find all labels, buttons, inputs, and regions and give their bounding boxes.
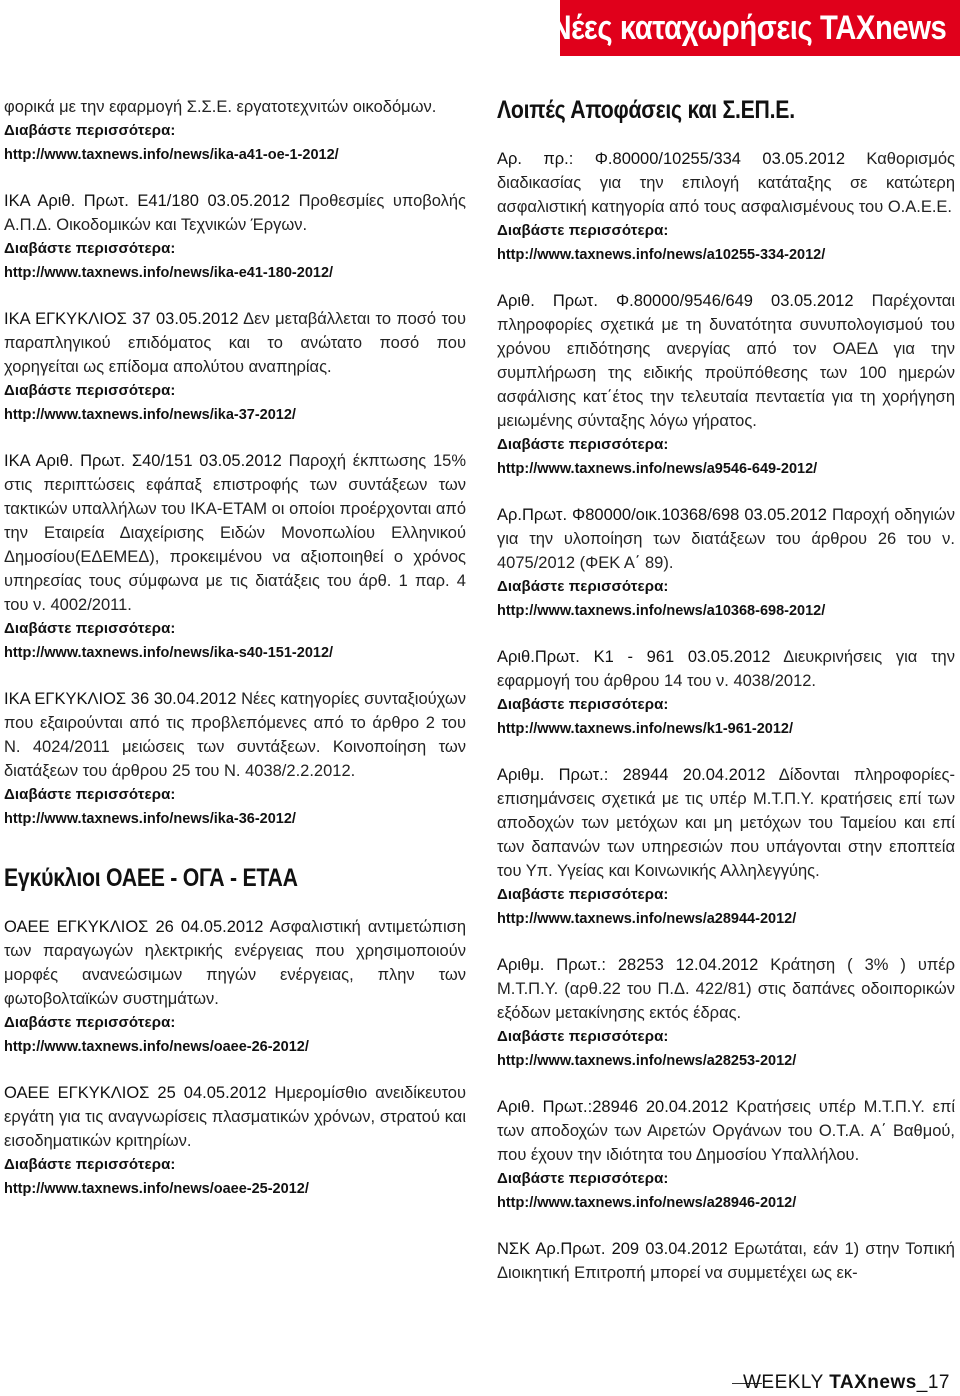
entry-text <box>497 147 955 219</box>
article-link[interactable]: http://www.taxnews.info/news/ika-s40-151-2012/ <box>4 645 334 661</box>
entry-text <box>497 503 955 575</box>
entry-heading: ΟΑΕΕ ΕΓΚΥΚΛΙΟΣ 26 04.05.2012 <box>4 918 264 936</box>
entry-heading: Αριθμ. Πρωτ.: 28944 20.04.2012 <box>497 766 766 784</box>
news-entry <box>4 307 466 427</box>
article-link[interactable]: http://www.taxnews.info/news/a28253-2012/ <box>497 1053 797 1069</box>
entry-body: Ερωτάται, εάν 1) στην Τοπική Διοικητική Επιτροπή μπορεί να συμμετέχει ως εκ- <box>497 1240 955 1282</box>
entry-heading: Αρ.Πρωτ. Φ80000/οικ.10368/698 03.05.2012 <box>497 506 827 524</box>
entry-text <box>4 189 466 237</box>
entry-heading: ΙΚΑ Αριθ. Πρωτ. Ε41/180 03.05.2012 <box>4 192 291 210</box>
footer-weekly: WEEKLY <box>742 1372 830 1393</box>
read-more-label: Διαβάστε περισσότερα: <box>4 620 176 637</box>
read-more-label: Διαβάστε περισσότερα: <box>4 122 176 139</box>
read-more-label: Διαβάστε περισσότερα: <box>497 222 669 239</box>
entry-body: Νέες κατηγορίες συνταξιούχων που εξαιρούνται από τις προβλεπόμενες από το άρθρο 2 του Ν. 4024/2011 μειώσεις των συντάξεων. Κοινοποίηση των διατάξεων του άρθρου 25 του Ν. 4038/2.2.2012. <box>4 690 466 780</box>
news-entry <box>4 1081 466 1201</box>
article-link[interactable]: http://www.taxnews.info/news/a10255-334-2012/ <box>497 247 826 263</box>
section-title <box>4 863 466 893</box>
page-footer <box>732 1372 956 1394</box>
entry-body: Παροχή οδηγιών για την υλοποίηση των διατάξεων του άρθρου 26 του ν. 4075/2012 (ΦΕΚ Α΄ 89). <box>497 506 955 572</box>
page-banner <box>550 0 960 56</box>
entry-body: Κράτηση ( 3% ) υπέρ Μ.Τ.Π.Υ. (αρθ.22 του Π.Δ. 422/81) στις δαπάνες οδοιπορικών εξόδων μετακίνησης εκτός έδρας. <box>497 956 955 1022</box>
entry-text <box>4 449 466 617</box>
news-entry <box>497 289 955 481</box>
footer-page-number: _17 <box>916 1372 950 1393</box>
entry-body: Καθορισμός διαδικασίας για την επιλογή κατάταξης σε κατώτερη ασφαλιστική κατηγορία από τους ασφαλισμένους του Ο.Α.Ε.Ε. <box>497 150 955 216</box>
news-entry <box>497 1095 955 1215</box>
news-entry <box>497 503 955 623</box>
article-link[interactable]: http://www.taxnews.info/news/ika-36-2012/ <box>4 811 296 827</box>
entry-text <box>497 645 955 693</box>
article-link[interactable]: http://www.taxnews.info/news/ika-e41-180-2012/ <box>4 265 334 281</box>
read-more-label: Διαβάστε περισσότερα: <box>497 436 669 453</box>
news-entry <box>497 645 955 741</box>
entry-text <box>497 953 955 1025</box>
read-more-label: Διαβάστε περισσότερα: <box>4 1014 176 1031</box>
article-link[interactable]: http://www.taxnews.info/news/oaee-26-2012/ <box>4 1039 309 1055</box>
read-more-label: Διαβάστε περισσότερα: <box>497 578 669 595</box>
read-more-label: Διαβάστε περισσότερα: <box>4 240 176 257</box>
section-title <box>497 95 955 125</box>
entry-text <box>497 1237 955 1285</box>
entry-text <box>497 1095 955 1167</box>
banner-title: Νέες καταχωρήσεις TAXnews <box>550 8 946 47</box>
entry-heading: Αριθ. Πρωτ.:28946 20.04.2012 <box>497 1098 729 1116</box>
news-entry <box>497 147 955 267</box>
entry-text <box>4 95 466 119</box>
article-link[interactable]: http://www.taxnews.info/news/a9546-649-2012/ <box>497 461 818 477</box>
entry-text <box>4 915 466 1011</box>
article-link[interactable]: http://www.taxnews.info/news/a28944-2012/ <box>497 911 797 927</box>
news-entry <box>4 95 466 167</box>
news-entry <box>4 687 466 831</box>
entry-text <box>497 289 955 433</box>
read-more-label: Διαβάστε περισσότερα: <box>497 696 669 713</box>
article-link[interactable]: http://www.taxnews.info/news/ika-a41-oe-1-2012/ <box>4 147 339 163</box>
entry-body: Δεν μεταβάλλεται το ποσό του παραπληγικού επιδόματος και το ανώτατο ποσό που χορηγείται ως επίδομα απολύτου αναπηρίας. <box>4 310 466 376</box>
left-column <box>4 95 466 1223</box>
read-more-label: Διαβάστε περισσότερα: <box>497 886 669 903</box>
section-title-text: Λοιπές Αποφάσεις και Σ.ΕΠ.Ε. <box>497 96 795 124</box>
entry-heading: ΝΣΚ Αρ.Πρωτ. 209 03.04.2012 <box>497 1240 728 1258</box>
entry-body: Κρατήσεις υπέρ Μ.Τ.Π.Υ. επί των αποδοχών των Αιρετών Οργάνων του Ο.Τ.Α. Α΄ Βαθμού, που έχουν την ιδιότητα του Δημοσίου Υπαλλήλου. <box>497 1098 955 1164</box>
entry-text <box>4 1081 466 1153</box>
footer-brand: TAXnews <box>829 1372 917 1393</box>
news-entry <box>497 953 955 1073</box>
right-column <box>497 95 955 1307</box>
entry-body: Παροχή έκπτωσης 15% στις περιπτώσεις εφάπαξ επιστροφής των συντάξεων των τακτικών υπαλλήλων του ΙΚΑ-ΕΤΑΜ οι οποίοι προέρχονται από την Εταιρεία Διαχείρισης Ειδών Μονοπωλίου Ελληνικού Δημοσίου(ΕΔΕΜΕΔ), προκειμένου να αξιοποιηθεί ο χρόνος υπηρεσίας τους σύμφωνα με τις διατάξεις του άρθ. 1 παρ. 4 του ν. 4002/2011. <box>4 452 466 614</box>
entry-heading: Αριθ.Πρωτ. Κ1 - 961 03.05.2012 <box>497 648 771 666</box>
entry-heading: ΙΚΑ ΕΓΚΥΚΛΙΟΣ 36 30.04.2012 <box>4 690 237 708</box>
read-more-label: Διαβάστε περισσότερα: <box>4 786 176 803</box>
section-title-text: Εγκύκλιοι ΟΑΕΕ - ΟΓΑ - ΕΤΑΑ <box>4 864 298 892</box>
entry-heading: ΙΚΑ ΕΓΚΥΚΛΙΟΣ 37 03.05.2012 <box>4 310 239 328</box>
entry-text <box>497 763 955 883</box>
footer-text <box>743 1372 950 1394</box>
entry-heading: Αριθμ. Πρωτ.: 28253 12.04.2012 <box>497 956 759 974</box>
article-link[interactable]: http://www.taxnews.info/news/oaee-25-2012/ <box>4 1181 309 1197</box>
article-link[interactable]: http://www.taxnews.info/news/k1-961-2012/ <box>497 721 793 737</box>
read-more-label: Διαβάστε περισσότερα: <box>497 1028 669 1045</box>
news-entry <box>497 1237 955 1285</box>
article-link[interactable]: http://www.taxnews.info/news/ika-37-2012/ <box>4 407 296 423</box>
entry-body: Ημερομίσθιο ανειδίκευτου εργάτη για τις αναγνωρίσεις πλασματικών χρόνων, στρατού και εισοδηματικών κριτηρίων. <box>4 1084 466 1150</box>
news-entry <box>4 915 466 1059</box>
article-link[interactable]: http://www.taxnews.info/news/a10368-698-2012/ <box>497 603 826 619</box>
entry-text <box>4 687 466 783</box>
entry-heading: ΙΚΑ Αριθ. Πρωτ. Σ40/151 03.05.2012 <box>4 452 282 470</box>
entry-body: φορικά με την εφαρμογή Σ.Σ.Ε. εργατοτεχνιτών οικοδόμων. <box>4 98 437 116</box>
entry-heading: ΟΑΕΕ ΕΓΚΥΚΛΙΟΣ 25 04.05.2012 <box>4 1084 267 1102</box>
entry-body: Ασφαλιστική αντιμετώπιση των παραγωγών ηλεκτρικής ενέργειας που χρησιμοποιούν μορφές ανανεώσιμων πηγών ενέργειας, πλην των φωτοβολταϊκών συστημάτων. <box>4 918 466 1008</box>
entry-body: Παρέχονται πληροφορίες σχετικά με τη δυνατότητα συνυπολογισμού του χρόνου επιδότησης ανεργίας από τον ΟΑΕΔ για την συμπλήρωση της ειδικής προϋπόθεσης των 100 ημερών ασφάλισης κατ΄έτος την τελευταία πενταετία για τη χορήγηση μειωμένης σύνταξης λόγω γήρατος. <box>497 292 955 430</box>
read-more-label: Διαβάστε περισσότερα: <box>4 1156 176 1173</box>
entry-body: Δίδονται πληροφορίες-επισημάνσεις σχετικά με τις υπέρ Μ.Τ.Π.Υ. κρατήσεις επί των αποδοχών των μετόχων και μη μετόχων του Ταμείου και επί των δαπανών των υπηρεσιών που υπάγονται στην εποπτεία του Υπ. Υγείας και Κοινωνικής Αλληλεγγύης. <box>497 766 955 880</box>
entry-heading: Αριθ. Πρωτ. Φ.80000/9546/649 03.05.2012 <box>497 292 854 310</box>
news-entry <box>497 763 955 931</box>
read-more-label: Διαβάστε περισσότερα: <box>497 1170 669 1187</box>
news-entry <box>4 189 466 285</box>
entry-heading: Αρ. πρ.: Φ.80000/10255/334 03.05.2012 <box>497 150 845 168</box>
article-link[interactable]: http://www.taxnews.info/news/a28946-2012/ <box>497 1195 797 1211</box>
read-more-label: Διαβάστε περισσότερα: <box>4 382 176 399</box>
entry-body: Προθεσμίες υποβολής Α.Π.Δ. Οικοδομικών και Τεχνικών Έργων. <box>4 192 466 234</box>
entry-body: Διευκρινήσεις για την εφαρμογή του άρθρου 14 του ν. 4038/2012. <box>497 648 955 690</box>
news-entry <box>4 449 466 665</box>
entry-text <box>4 307 466 379</box>
